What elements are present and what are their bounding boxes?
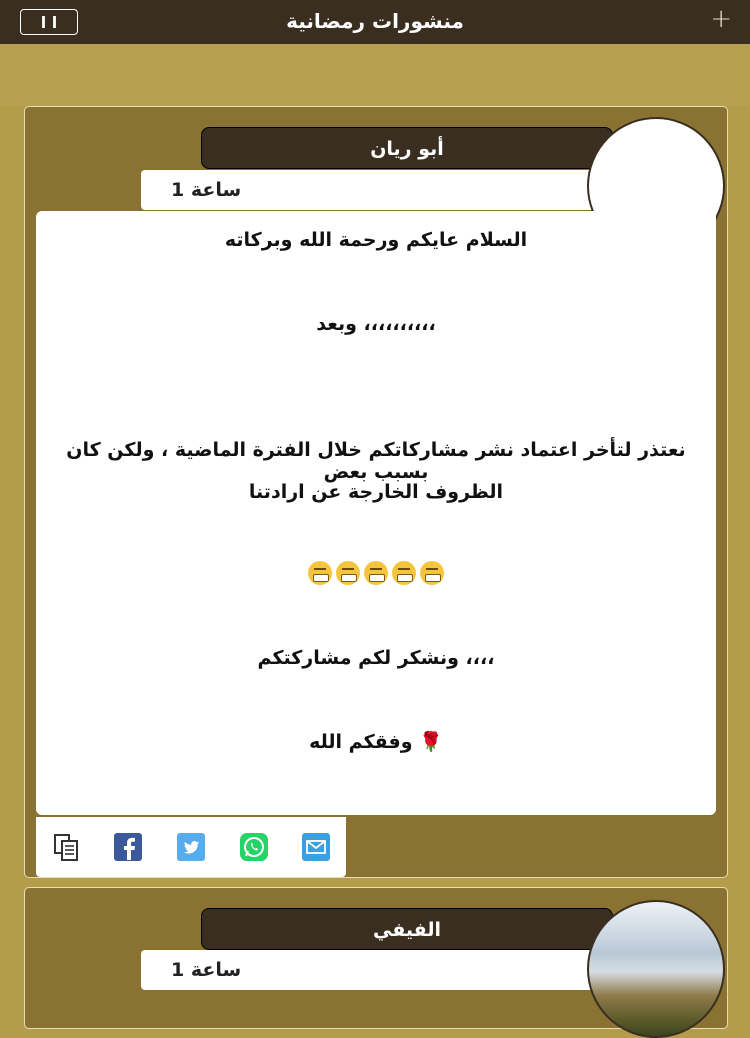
author-name-bar[interactable] [201, 908, 613, 950]
email-icon[interactable] [302, 833, 330, 861]
page-title: منشورات رمضانية [286, 9, 464, 33]
message-line-2: الظروف الخارجة عن ارادتنا [248, 481, 504, 503]
home-button[interactable]: ا ا [20, 9, 78, 35]
author-name: الفيفي [373, 919, 441, 941]
avatar[interactable] [587, 900, 725, 1038]
twitter-icon[interactable] [177, 833, 205, 861]
grinning-emoji-icon [392, 561, 416, 585]
closing-text: وفقكم الله 🌹 [309, 731, 443, 753]
grinning-emoji-icon [420, 561, 444, 585]
greeting-text: السلام عايكم ورحمة الله وبركاته [224, 229, 528, 251]
post-body [36, 211, 716, 815]
grinning-emoji-icon [336, 561, 360, 585]
author-name: أبو ريان [370, 138, 444, 160]
grinning-emoji-icon [308, 561, 332, 585]
post-card [24, 106, 728, 878]
plus-icon[interactable]: + [710, 4, 732, 34]
facebook-icon[interactable] [114, 833, 142, 861]
post-time-bar [141, 170, 601, 210]
post-time-bar [141, 950, 601, 990]
intro-text: وبعد ،،،،،،،،،، [316, 313, 436, 335]
grinning-emoji-icon [364, 561, 388, 585]
thanks-text: ونشكر لكم مشاركتكم ،،،، [257, 647, 495, 669]
grinning-emoji-row [36, 561, 716, 585]
whatsapp-icon[interactable] [240, 833, 268, 861]
header-band [0, 44, 750, 106]
share-bar [36, 817, 346, 877]
author-name-bar[interactable] [201, 127, 613, 169]
message-line-1: نعتذر لتأخر اعتماد نشر مشاركاتكم خلال الفترة الماضية ، ولكن كان بسبب بعض [66, 439, 686, 483]
post-card [24, 887, 728, 1029]
top-bar [0, 0, 750, 44]
copy-icon[interactable] [52, 833, 80, 861]
post-time: 1 ساعة [171, 959, 242, 981]
post-time: 1 ساعة [171, 179, 242, 201]
